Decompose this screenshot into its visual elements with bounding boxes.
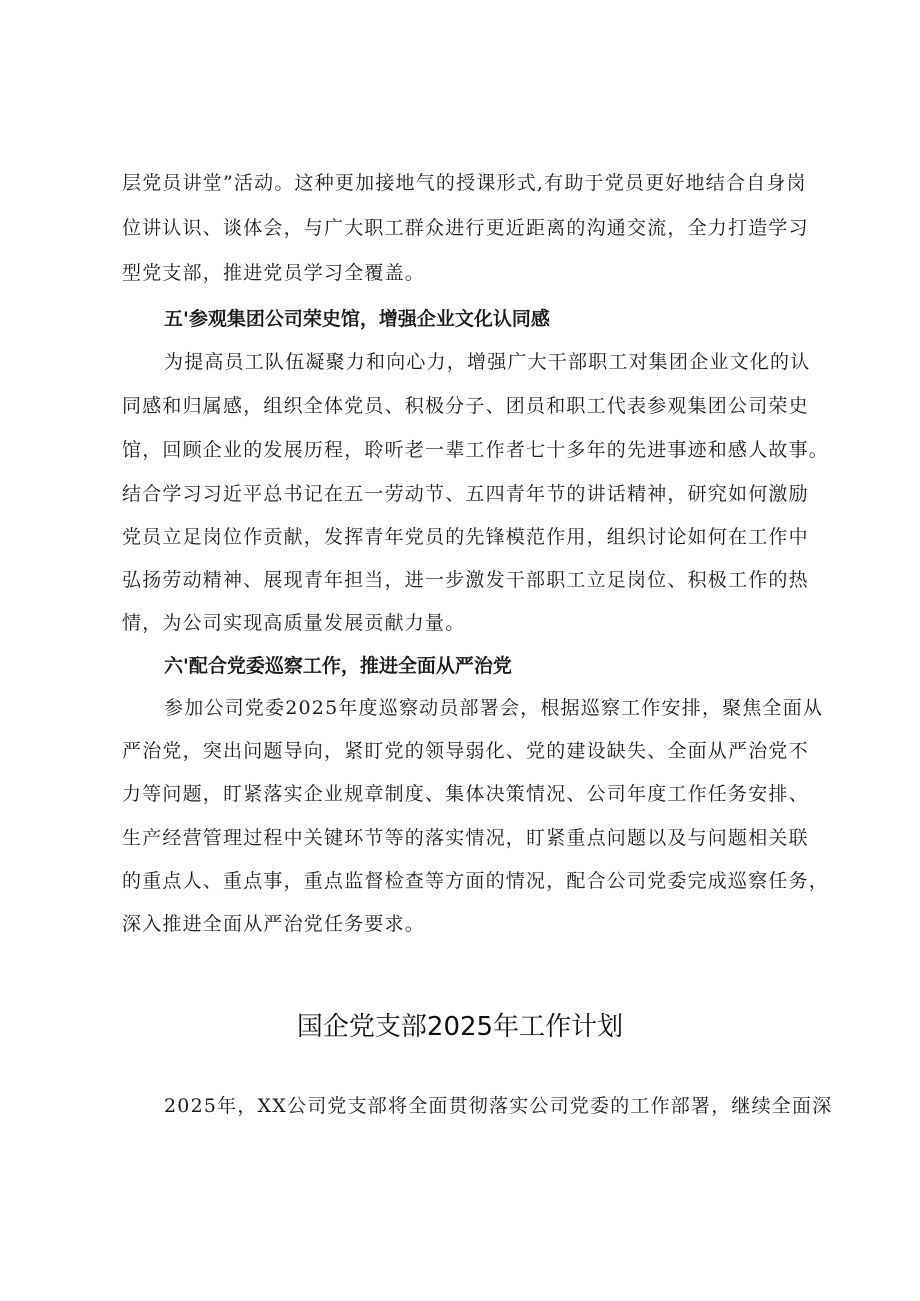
- paragraph-line: 位讲认识、谈体会，与广大职工群众进行更近距离的沟通交流，全力打造学习: [122, 217, 809, 239]
- paragraph-line: 馆，回顾企业的发展历程，聆听老一辈工作者七十多年的先进事迹和感人故事。: [122, 439, 830, 461]
- paragraph-line: 弘扬劳动精神、展现青年担当，进一步激发干部职工立足岗位、积极工作的热: [122, 569, 809, 591]
- paragraph-line: 为提高员工队伍凝聚力和向心力，增强广大干部职工对集团企业文化的认: [164, 351, 811, 373]
- paragraph-line: 2025年，XX公司党支部将全面贯彻落实公司党委的工作部署，继续全面深: [164, 1095, 833, 1117]
- paragraph-line: 情，为公司实现高质量发展贡献力量。: [122, 612, 466, 634]
- section-heading: 六'配合党委巡察工作，推进全面从严治党: [164, 655, 512, 677]
- paragraph-line: 同感和归属感，组织全体党员、积极分子、团员和职工代表参观集团公司荣史: [122, 395, 809, 417]
- paragraph-line: 严治党，突出问题导向，紧盯党的领导弱化、党的建设缺失、全面从严治党不: [122, 740, 809, 762]
- paragraph-line: 的重点人、重点事，重点监督检查等方面的情况，配合公司党委完成巡察任务，: [122, 870, 830, 892]
- paragraph-line: 结合学习习近平总书记在五一劳动节、五四青年节的讲话精神，研究如何激励: [122, 483, 809, 505]
- paragraph-line: 型党支部，推进党员学习全覆盖。: [122, 262, 426, 284]
- section-heading: 五'参观集团公司荣史馆，增强企业文化认同感: [164, 308, 550, 330]
- paragraph-line: 力等问题，盯紧落实企业规章制度、集体决策情况、公司年度工作任务安排、: [122, 783, 809, 805]
- paragraph-line: 党员立足岗位作贡献，发挥青年党员的先锋模范作用，组织讨论如何在工作中: [122, 526, 809, 548]
- paragraph-line: 参加公司党委2025年度巡察动员部署会，根据巡察工作安排，聚焦全面从: [164, 697, 824, 719]
- paragraph-line: 层党员讲堂”活动。这种更加接地气的授课形式,有助于党员更好地结合自身岗: [122, 172, 807, 194]
- paragraph-line: 深入推进全面从严治党任务要求。: [122, 913, 426, 935]
- paragraph-line: 生产经营管理过程中关键环节等的落实情况，盯紧重点问题以及与问题相关联: [122, 827, 809, 849]
- document-title: 国企党支部2025年工作计划: [296, 1012, 624, 1042]
